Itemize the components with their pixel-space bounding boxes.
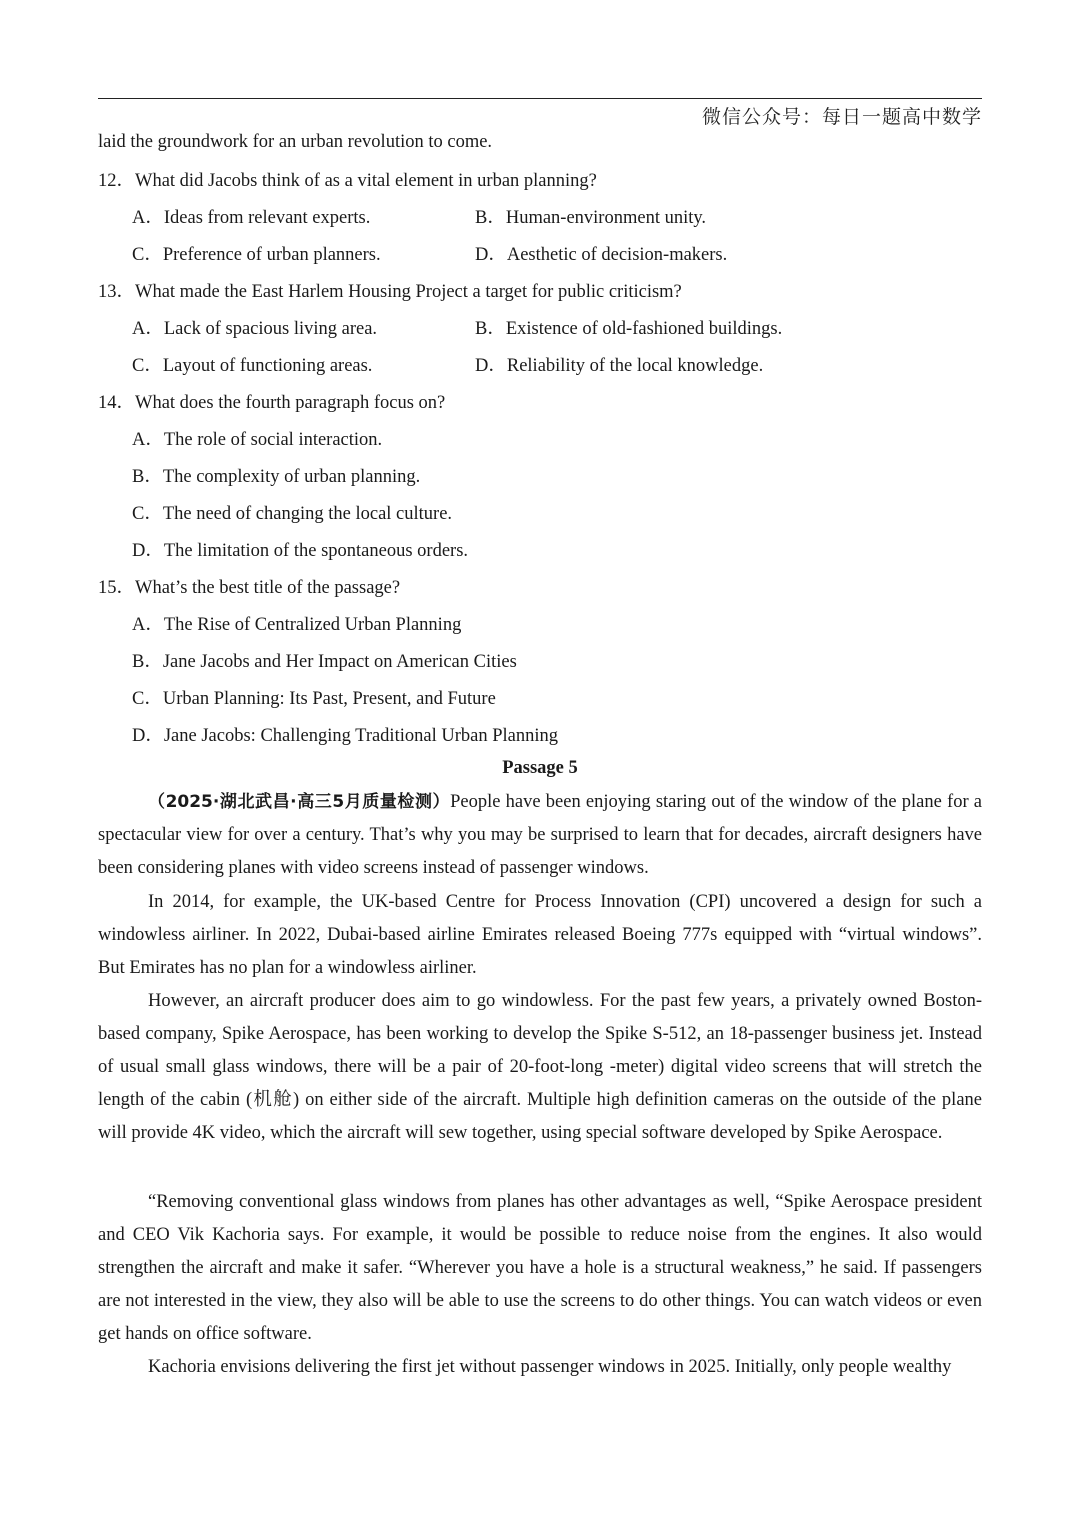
passage-source: （2025·湖北武昌·高三5月质量检测） [148, 792, 451, 812]
passage-paragraph-1-text: People have been enjoying staring out of the window of the plane for a spectacular view for over a century. That’s why you may be surprised to learn that for decades, aircraft designers have been considering planes with video screens instead of passenger windows. [98, 792, 983, 878]
question-12-option-c[interactable]: C．Preference of urban planners. [132, 245, 381, 265]
question-14-option-a[interactable]: A．The role of social interaction. [132, 430, 383, 450]
passage-paragraph-4: “Removing conventional glass windows from planes has other advantages as well, “Spike Aerospace president and CEO Vik Kachoria says. For example, it would be possible to reduce noise from the engines. It also would strengthen the aircraft and make it safer. “Wherever you have a hole is a structural weakness,” he said. If passengers are not interested in the view, they also will be able to use the screens to do other things. You can watch videos or even get hands on office software. [98, 1192, 982, 1344]
passage-paragraph-5: Kachoria envisions delivering the first jet without passenger windows in 2025. Initially, only people wealthy [148, 1357, 952, 1377]
question-12-option-d[interactable]: D．Aesthetic of decision-makers. [475, 245, 728, 265]
question-14-option-b[interactable]: B．The complexity of urban planning. [132, 467, 421, 487]
question-13-stem: 13．What made the East Harlem Housing Project a target for public criticism? [98, 282, 682, 302]
passage-title: Passage 5 [502, 758, 578, 778]
previous-passage-tail: laid the groundwork for an urban revolution to come. [98, 132, 493, 152]
question-15-stem: 15．What’s the best title of the passage? [98, 578, 401, 598]
question-13-option-a[interactable]: A．Lack of spacious living area. [132, 319, 378, 339]
question-12-stem: 12．What did Jacobs think of as a vital element in urban planning? [98, 171, 597, 191]
passage-paragraph-2: In 2014, for example, the UK-based Centre for Process Innovation (CPI) uncovered a design for such a windowless airliner. In 2022, Dubai-based airline Emirates released Boeing 777s equipped with “virtual windows”. But Emirates has no plan for a windowless airliner. [98, 892, 982, 978]
question-14-option-c[interactable]: C．The need of changing the local culture. [132, 504, 453, 524]
question-15-option-c[interactable]: C．Urban Planning: Its Past, Present, and Future [132, 689, 496, 709]
passage-paragraph-1 [98, 786, 982, 885]
question-14-stem: 14．What does the fourth paragraph focus on? [98, 393, 446, 413]
header-rule [98, 98, 982, 99]
question-12-option-b[interactable]: B．Human-environment unity. [475, 208, 707, 228]
question-14-option-d[interactable]: D．The limitation of the spontaneous orders. [132, 541, 469, 561]
question-13-option-b[interactable]: B．Existence of old-fashioned buildings. [475, 319, 783, 339]
question-15-option-a[interactable]: A．The Rise of Centralized Urban Planning [132, 615, 462, 635]
question-15-option-b[interactable]: B．Jane Jacobs and Her Impact on American Cities [132, 652, 517, 672]
header-watermark: 微信公众号：每日一题高中数学 [701, 106, 982, 128]
question-13-option-c[interactable]: C．Layout of functioning areas. [132, 356, 373, 376]
question-12-option-a[interactable]: A．Ideas from relevant experts. [132, 208, 371, 228]
question-13-option-d[interactable]: D．Reliability of the local knowledge. [475, 356, 764, 376]
passage-paragraph-3: However, an aircraft producer does aim to go windowless. For the past few years, a privately owned Boston-based company, Spike Aerospace, has been working to develop the Spike S-512, an 18-passenger business jet. Instead of usual small glass windows, there will be a pair of 20-foot-long -meter) digital video screens that will stretch the length of the cabin (机舱) on either side of the aircraft. Multiple high definition cameras on the outside of the plane will provide 4K video, which the aircraft will sew together, using special software developed by Spike Aerospace. [98, 991, 982, 1143]
question-15-option-d[interactable]: D．Jane Jacobs: Challenging Traditional Urban Planning [132, 726, 558, 746]
